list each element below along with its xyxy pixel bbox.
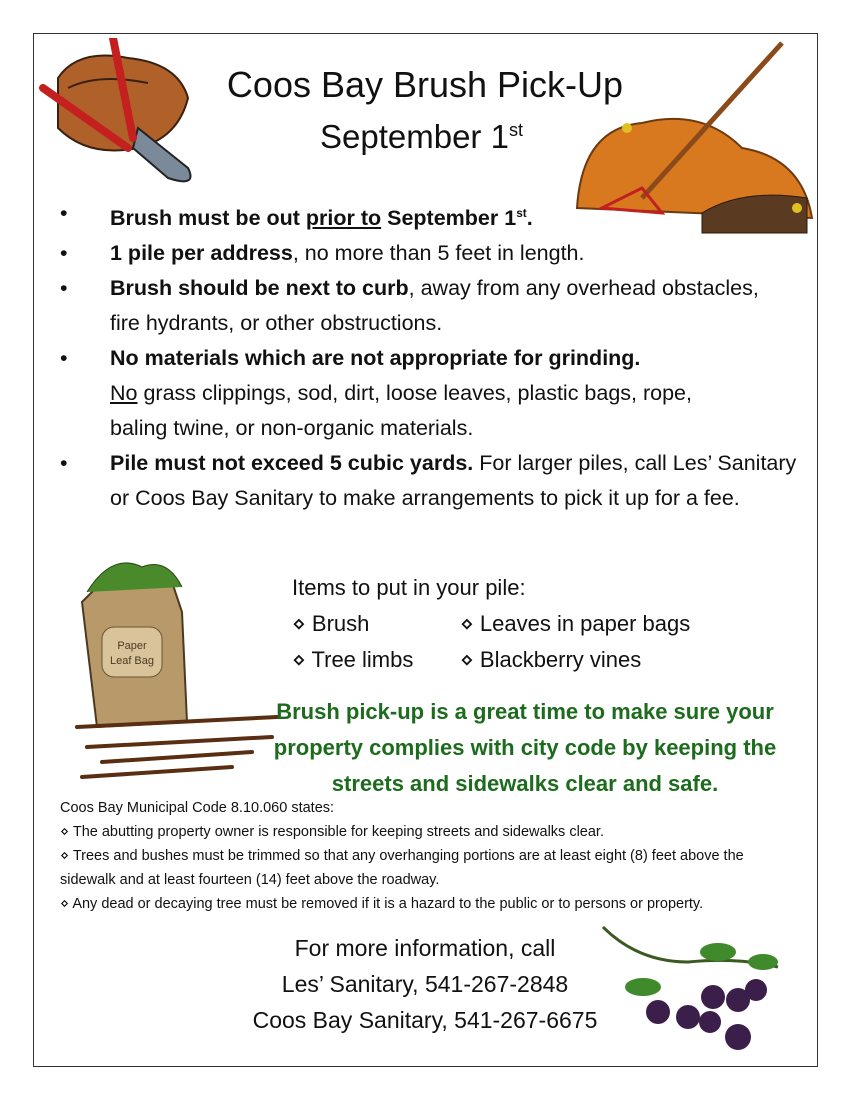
rule-item	[60, 196, 800, 236]
rule-text: For larger piles, call Les’ Sanitary or Coos Bay Sanitary to make arrangements to pick it up for a fee.	[110, 451, 797, 511]
subtitle-suffix: st	[508, 120, 524, 140]
rule-text: Brush must be out	[110, 206, 306, 231]
bullet-icon: •	[60, 346, 68, 371]
rule-emphasis: prior to	[305, 206, 382, 231]
bullet-icon: •	[60, 201, 68, 225]
contact-coos-bay-sanitary: Coos Bay Sanitary, 541-267-6675	[252, 1007, 598, 1033]
pile-item-label: Leaves in paper bags	[479, 611, 691, 636]
page-title: Coos Bay Brush Pick-Up	[226, 64, 624, 105]
rule-item	[60, 236, 800, 271]
rule-bold: Pile must not exceed 5 cubic yards.	[110, 451, 474, 476]
rule-text: .	[526, 206, 533, 231]
diamond-bullet-icon: ⋄	[60, 848, 73, 864]
code-item-text: Any dead or decaying tree must be removed if it is a hazard to the public or to persons or property.	[72, 896, 704, 912]
rule-text: , away from any overhead obstacles, fire hydrants, or other obstructions.	[110, 276, 759, 336]
diamond-bullet-icon: ⋄	[460, 611, 480, 636]
pile-item-label: Tree limbs	[311, 647, 414, 672]
contact-les-sanitary: Les’ Sanitary, 541-267-2848	[281, 971, 569, 997]
code-item	[60, 892, 780, 916]
pile-item	[460, 606, 720, 642]
pile-items	[292, 570, 720, 678]
rule-emphasis: No	[110, 381, 138, 406]
rule-bold: No materials which are not appropriate for grinding.	[110, 346, 641, 371]
code-item	[60, 820, 780, 844]
pile-item	[292, 606, 460, 642]
city-code-message: Brush pick-up is a great time to make sure your property complies with city code by keeping the streets and sidewalks clear and safe.	[273, 699, 777, 796]
leaf-bag-illustration	[72, 552, 284, 784]
rule-bold: 1 pile per address	[110, 241, 293, 266]
pile-item-label: Blackberry vines	[479, 647, 642, 672]
bullet-icon: •	[60, 451, 68, 476]
rule-item	[60, 271, 800, 341]
pile-item	[292, 642, 460, 678]
svg-text:Leaf Bag: Leaf Bag	[109, 655, 155, 667]
diamond-bullet-icon: ⋄	[60, 896, 73, 912]
code-item	[60, 844, 780, 892]
blackberries-illustration	[598, 922, 783, 1057]
rule-bold: Brush should be next to curb	[110, 276, 409, 301]
pile-items-heading: Items to put in your pile:	[292, 575, 526, 600]
rule-item	[60, 446, 800, 516]
bullet-icon: •	[60, 241, 68, 266]
pile-item-label: Brush	[311, 611, 370, 636]
subtitle-text: September 1	[320, 118, 509, 155]
contact-info	[200, 930, 650, 1038]
rule-text: grass clippings, sod, dirt, loose leaves, plastic bags, rope, baling twine, or non-organic materials.	[110, 381, 692, 441]
municipal-code	[60, 796, 780, 916]
gloves-pruners-illustration	[38, 38, 198, 193]
rules-list	[60, 196, 800, 516]
bullet-icon: •	[60, 276, 68, 301]
page-subtitle	[320, 118, 523, 156]
rule-suffix: st	[516, 206, 527, 220]
rule-item	[60, 341, 800, 446]
diamond-bullet-icon: ⋄	[292, 611, 312, 636]
code-item-text: Trees and bushes must be trimmed so that any overhanging portions are at least eight (8) feet above the sidewalk and at least fourteen (14) feet above the roadway.	[60, 848, 744, 888]
rule-text: September 1	[381, 206, 517, 231]
svg-text:Paper: Paper	[117, 640, 147, 652]
code-heading: Coos Bay Municipal Code 8.10.060 states:	[60, 800, 335, 816]
diamond-bullet-icon: ⋄	[292, 647, 312, 672]
code-item-text: The abutting property owner is responsible for keeping streets and sidewalks clear.	[72, 824, 604, 840]
rule-text: , no more than 5 feet in length.	[292, 241, 585, 266]
contact-heading: For more information, call	[294, 935, 556, 961]
pile-item	[460, 642, 720, 678]
diamond-bullet-icon: ⋄	[460, 647, 480, 672]
diamond-bullet-icon: ⋄	[60, 824, 73, 840]
